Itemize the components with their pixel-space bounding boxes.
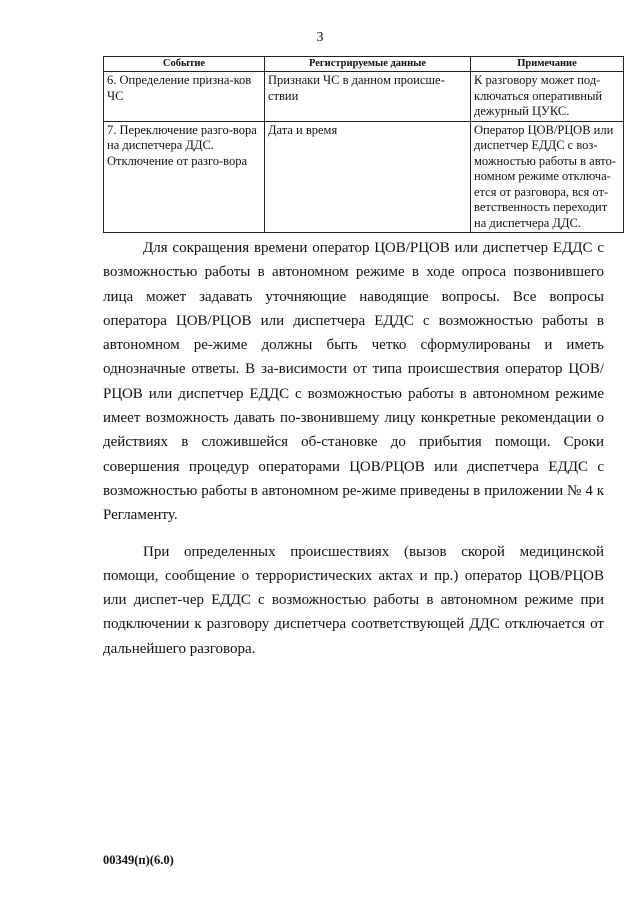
cell-note: К разговору может под-ключаться оперативный дежурный ЦУКС. bbox=[471, 72, 624, 122]
header-note: Примечание bbox=[471, 57, 624, 72]
paragraph: При определенных происшествиях (вызов скорой медицинской помощи, сообщение о террористических актах и пр.) оператор ЦОВ/РЦОВ или диспет-чер ЕДДС с возможностью работы в автономном режиме при подключении к разговору диспетчера соответствующей ДДС отключается от дальнейшего разговора. bbox=[103, 543, 604, 657]
cell-event: 7. Переключение разго-вора на диспетчера ДДС. Отключение от разго-вора bbox=[104, 121, 265, 233]
header-event: Событие bbox=[104, 57, 265, 72]
table-row bbox=[104, 72, 624, 122]
registration-table bbox=[103, 56, 624, 233]
cell-note: Оператор ЦОВ/РЦОВ или диспетчер ЕДДС с воз-можностью работы в авто-номном режиме отключа-ется от разговора, вся от-ветственность переходит на диспетчера ДДС. bbox=[471, 121, 624, 233]
body-text bbox=[103, 236, 604, 673]
cell-registered-data: Дата и время bbox=[265, 121, 471, 233]
page-number: 3 bbox=[316, 30, 324, 45]
header-registered-data: Регистрируемые данные bbox=[265, 57, 471, 72]
document-code: 00349(п)(6.0) bbox=[103, 853, 174, 867]
paragraph: Для сокращения времени оператор ЦОВ/РЦОВ или диспетчер ЕДДС с возможностью работы в автономном режиме в ходе опроса позвонившего лица может задавать уточняющие наводящие вопросы. Все вопросы оператора ЦОВ/РЦОВ или диспетчера ЕДДС с возможностью работы в автономном ре-жиме должны быть четко сформулированы и иметь однозначные ответы. В за-висимости от типа происшествия оператор ЦОВ/РЦОВ или диспетчер ЕДДС с возможностью работы в автономном режиме имеет возможность давать по-звонившему лицу конкретные рекомендации о действиях в сложившейся об-становке до прибытия помощи. Сроки совершения процедур операторами ЦОВ/РЦОВ или диспетчера ЕДДС с возможностью работы в автономном ре-жиме приведены в приложении № 4 к Регламенту. bbox=[103, 240, 604, 524]
cell-event: 6. Определение призна-ков ЧС bbox=[104, 72, 265, 122]
table-row bbox=[104, 121, 624, 233]
cell-registered-data: Признаки ЧС в данном происше-ствии bbox=[265, 72, 471, 122]
table-header-row bbox=[104, 57, 624, 72]
